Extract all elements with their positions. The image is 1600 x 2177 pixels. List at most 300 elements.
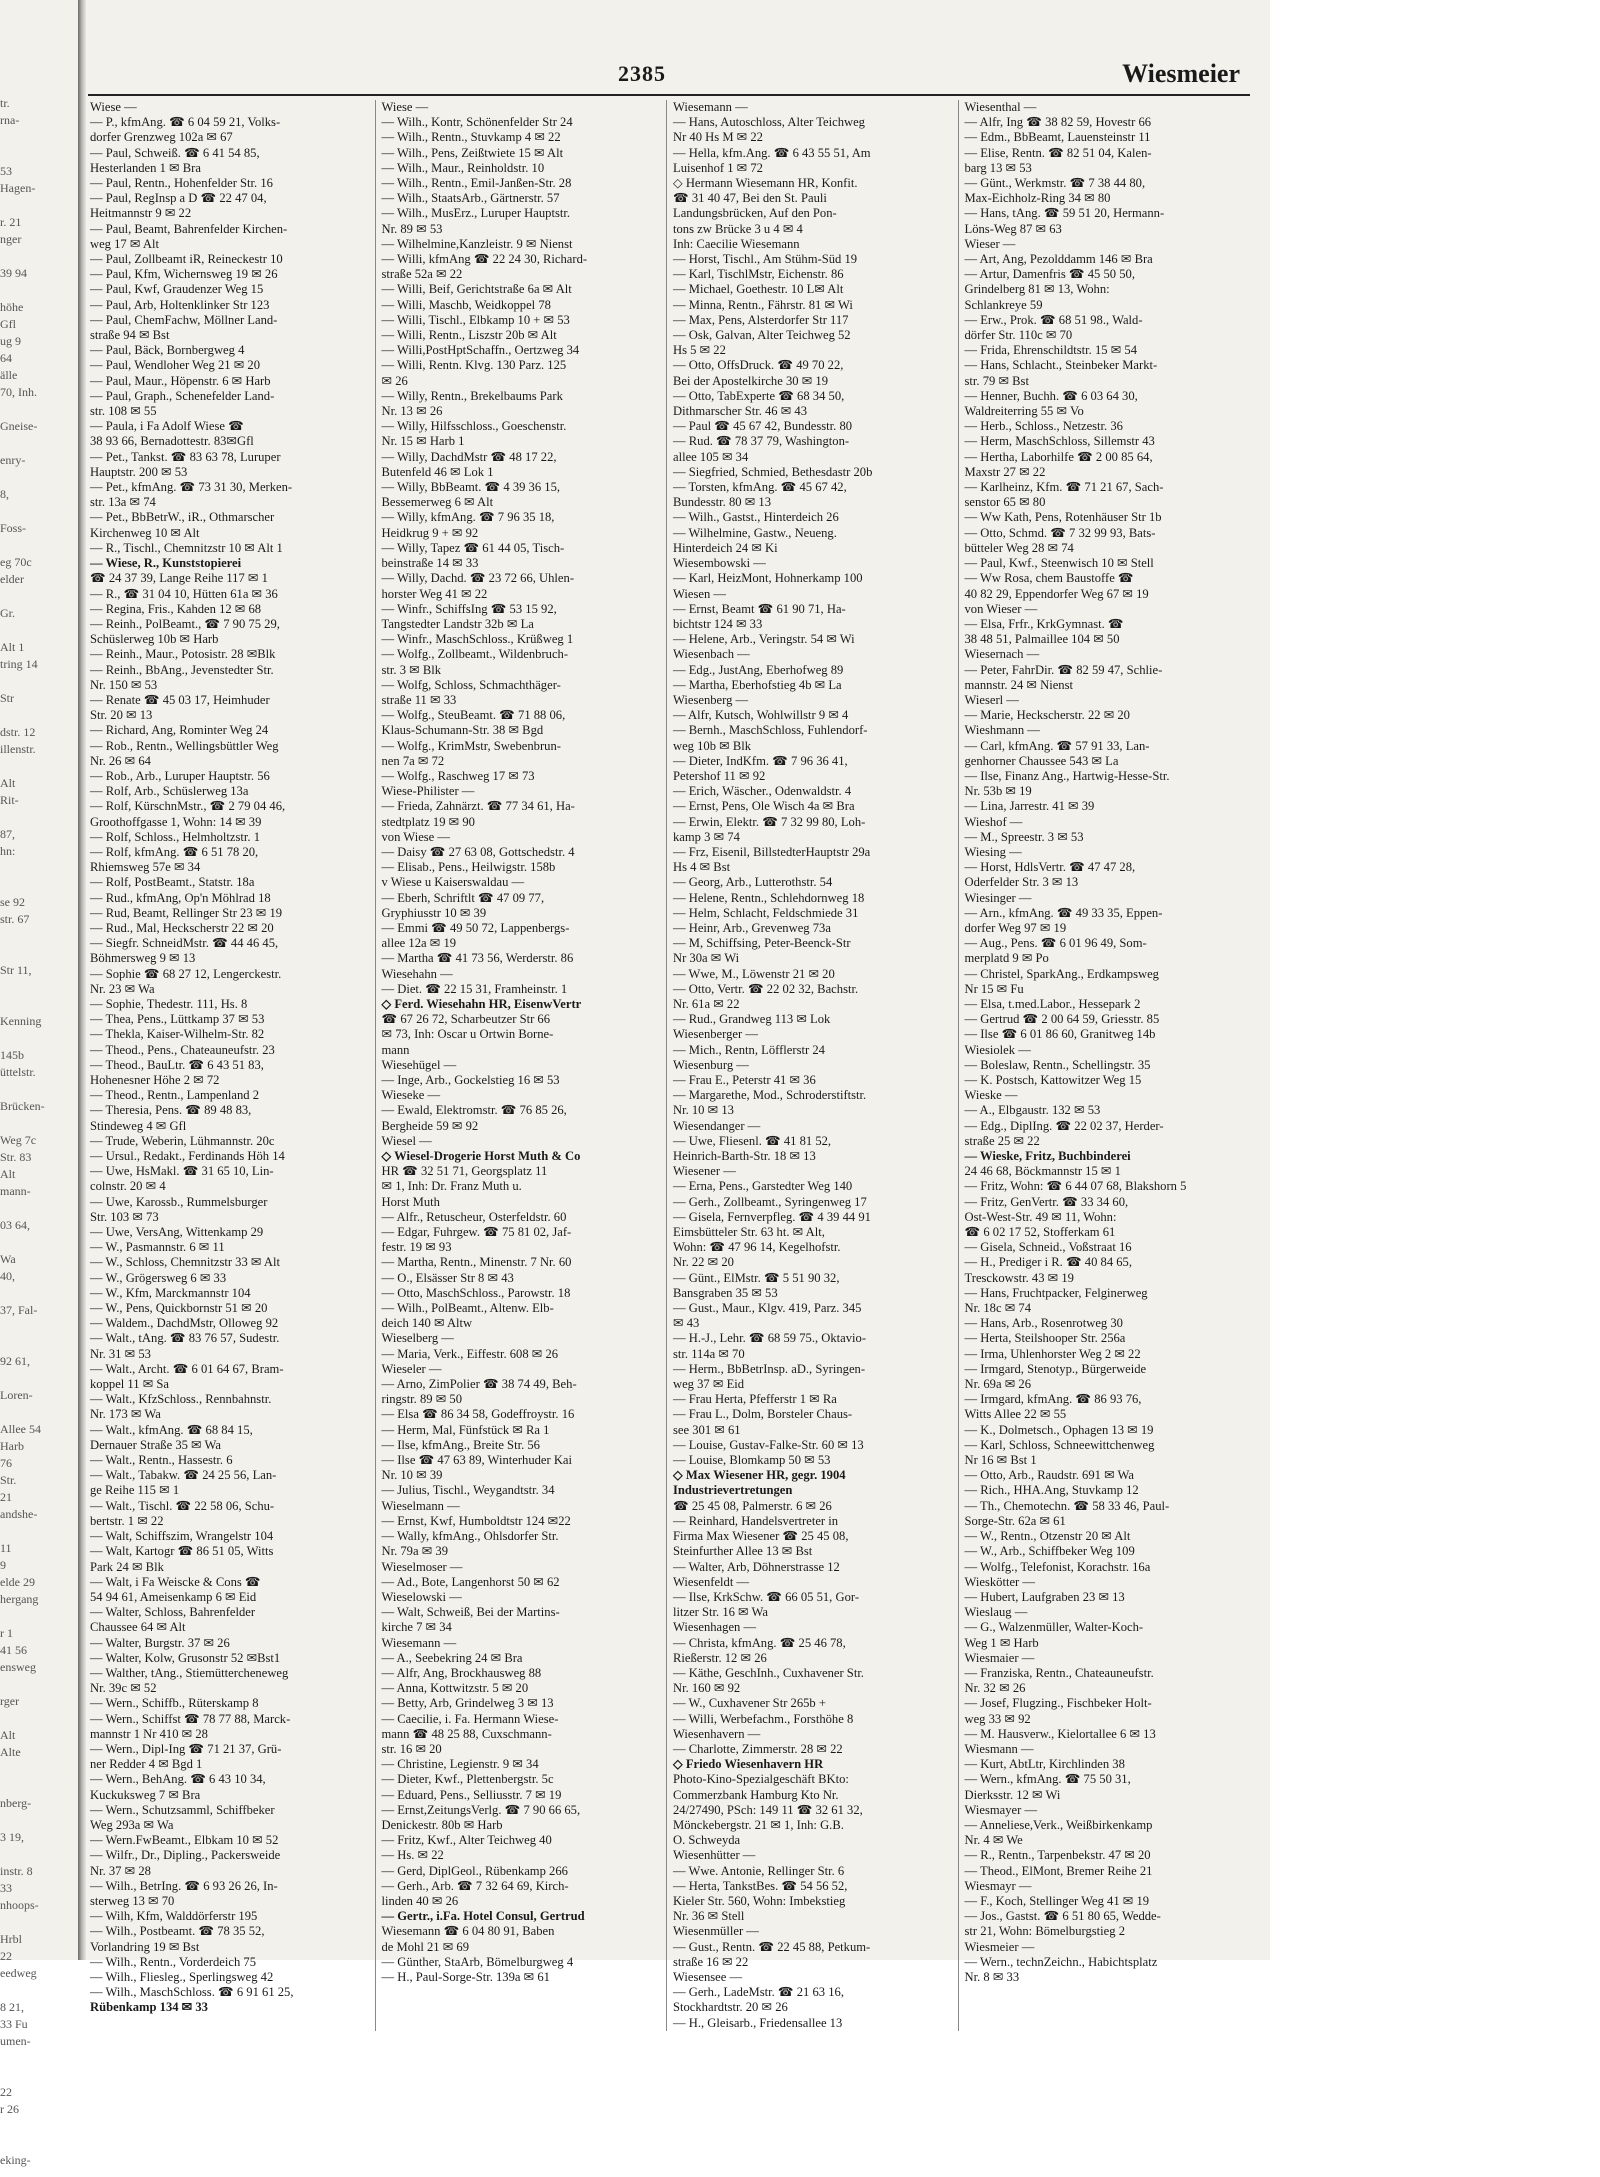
- stub-fragment: [0, 809, 78, 826]
- listing-line: — Wolfg., Zollbeamt., Wildenbruch-: [381, 647, 569, 662]
- listing-line: Kuckuksweg 7 ✉ Bra: [90, 1787, 201, 1802]
- listing-line: — Wern., Schiffb., Rüterskamp 8: [90, 1696, 259, 1711]
- listing-line: Heidkrug 9 + ✉ 92: [381, 525, 479, 540]
- stub-fragment: [0, 2135, 78, 2152]
- listing-line: Nr 30a ✉ Wi: [673, 951, 740, 966]
- listing-line: straße 11 ✉ 33: [381, 692, 457, 707]
- listing-line: bertstr. 1 ✉ 22: [90, 1513, 164, 1528]
- listing-line: Eimsbütteler Str. 63 ht. ✉ Alt,: [673, 1225, 825, 1240]
- stub-fragment: [0, 1336, 78, 1353]
- listing-line: — W., Grögersweg 6 ✉ 33: [90, 1270, 227, 1285]
- stub-fragment: 40,: [0, 1269, 15, 1283]
- listing-line: — Wiese, R., Kunststopierei: [90, 556, 242, 571]
- listing-line: — Paul, ChemFachw, Möllner Land-: [90, 312, 278, 327]
- listing-line: — Gertrud ☎ 2 00 64 59, Griesstr. 85: [964, 1012, 1160, 1027]
- listing-line: Nr. 8 ✉ 33: [964, 1969, 1020, 1984]
- listing-line: — Louise, Blomkamp 50 ✉ 53: [673, 1453, 831, 1468]
- stub-fragment: ensweg: [0, 1660, 36, 1674]
- surname-heading: Wiesenhagen —: [673, 1620, 757, 1635]
- listing-line: ◇ Hermann Wiesemann HR, Konfit.: [673, 176, 858, 191]
- surname-heading: Wieshof —: [964, 814, 1023, 829]
- stub-fragment: Alt: [0, 776, 16, 790]
- listing-line: Witts Allee 22 ✉ 55: [964, 1407, 1067, 1422]
- stub-fragment: [0, 1761, 78, 1778]
- listing-line: — Frau E., Peterstr 41 ✉ 36: [673, 1073, 816, 1087]
- listing-line: — R., Tischl., Chemnitzstr 10 ✉ Alt 1: [90, 540, 283, 555]
- stub-fragment: [0, 2067, 78, 2084]
- stub-fragment: [0, 877, 78, 894]
- listing-line: Grindelberg 81 ✉ 13, Wohn:: [964, 282, 1110, 297]
- stub-fragment: umen-: [0, 2034, 31, 2048]
- listing-line: ☎ 31 40 47, Bei den St. Pauli: [673, 191, 827, 206]
- listing-line: — Christa, kfmAng. ☎ 25 46 78,: [673, 1635, 846, 1650]
- listing-line: stedtplatz 19 ✉ 90: [381, 814, 475, 829]
- listing-line: ✉ 1, Inh: Dr. Franz Muth u.: [381, 1179, 522, 1194]
- listing-line: — Diet. ☎ 22 15 31, Framheinstr. 1: [381, 981, 568, 996]
- listing-line: Nr. 53b ✉ 19: [964, 784, 1032, 799]
- listing-line: — A., Elbgaustr. 132 ✉ 53: [964, 1103, 1101, 1118]
- stub-fragment: [0, 996, 78, 1013]
- listing-line: — Wolfg., KrimMstr, Swebenbrun-: [381, 738, 561, 753]
- listing-line: str. 108 ✉ 55: [90, 404, 157, 419]
- listing-line: barg 13 ✉ 53: [964, 160, 1032, 175]
- listing-line: — Paul, Graph., Schenefelder Land-: [90, 388, 275, 403]
- listing-line: — Eberh, Schriftlt ☎ 47 09 77,: [381, 890, 545, 905]
- surname-heading: Wieselberg —: [381, 1331, 454, 1346]
- listing-line: — Paul, Beamt, Bahrenfelder Kirchen-: [90, 221, 288, 236]
- listing-line: — O., Elsässer Str 8 ✉ 43: [381, 1270, 514, 1285]
- stub-fragment: str. 67: [0, 912, 30, 926]
- listing-line: — M, Schiffsing, Peter-Beenck-Str: [673, 936, 851, 951]
- stub-fragment: Hagen-: [0, 181, 36, 195]
- listing-line: — Willi, Werbefachm., Forsthöhe 8: [673, 1711, 854, 1726]
- listing-line: Inh: Caecilie Wiesemann: [673, 236, 800, 251]
- listing-line: Horst Muth: [381, 1194, 440, 1209]
- stub-fragment: r 1: [0, 1626, 13, 1640]
- listing-line: — Daisy ☎ 27 63 08, Gottschedstr. 4: [381, 844, 575, 859]
- listing-line: — Wilh., Pens, Zeißtwiete 15 ✉ Alt: [381, 145, 564, 160]
- listing-line: Weg 293a ✉ Wa: [90, 1817, 174, 1832]
- stub-fragment: 22: [0, 2085, 12, 2099]
- listing-line: — Edg., DiplIng. ☎ 22 02 37, Herder-: [964, 1118, 1164, 1133]
- stub-fragment: Str: [0, 691, 15, 705]
- stub-fragment: Allee 54: [0, 1422, 41, 1436]
- listing-line: Bergheide 59 ✉ 92: [381, 1118, 479, 1133]
- listing-line: — Martha, Rentn., Minenstr. 7 Nr. 60: [381, 1255, 572, 1270]
- listing-line: Schlankreye 59: [964, 297, 1043, 312]
- surname-heading: Wiese-Philister —: [381, 784, 475, 799]
- listing-line: colnstr. 20 ✉ 4: [90, 1179, 166, 1194]
- listing-line: Photo-Kino-Spezialgeschäft BKto:: [673, 1772, 849, 1787]
- listing-line: — Horst, Tischl., Am Stühm-Süd 19: [673, 252, 858, 267]
- listing-line: — Uwe, VersAng, Wittenkamp 29: [90, 1225, 264, 1240]
- listing-line: weg 10b ✉ Blk: [673, 738, 752, 753]
- stub-fragment: nger: [0, 232, 22, 246]
- surname-heading: Wiese —: [90, 100, 137, 114]
- listing-line: bütteler Weg 28 ✉ 74: [964, 540, 1074, 555]
- listing-line: — Gerh., LadeMstr. ☎ 21 63 16,: [673, 1985, 844, 2000]
- listing-line: — R., ☎ 31 04 10, Hütten 61a ✉ 36: [90, 586, 278, 601]
- column-4: [965, 100, 1251, 2031]
- listing-line: Kirchenweg 10 ✉ Alt: [90, 525, 200, 540]
- listing-line: horster Weg 41 ✉ 22: [381, 586, 488, 601]
- listing-line: — Inge, Arb., Gockelstieg 16 ✉ 53: [381, 1073, 560, 1087]
- listing-line: 38 48 51, Palmaillee 104 ✉ 50: [964, 632, 1120, 647]
- listing-line: — Otto, Vertr. ☎ 22 02 32, Bachstr.: [673, 981, 859, 996]
- stub-fragment: [0, 1982, 78, 1999]
- listing-line: — Torsten, kfmAng. ☎ 45 67 42,: [673, 480, 847, 495]
- listing-line: — Hans, Schlacht., Steinbeker Markt-: [964, 358, 1158, 373]
- surname-heading: Wieske —: [964, 1088, 1018, 1103]
- listing-line: — Alfr, Ang, Brockhausweg 88: [381, 1665, 542, 1680]
- stub-fragment: Str.: [0, 1473, 17, 1487]
- listing-line: — Wilh., Rentn., Vorderdeich 75: [90, 1954, 256, 1969]
- listing-line: ◇ Max Wiesener HR, gegr. 1904: [673, 1468, 846, 1483]
- listing-line: — Fritz, GenVertr. ☎ 33 34 60,: [964, 1194, 1129, 1209]
- stub-fragment: Brücken-: [0, 1099, 45, 1113]
- listing-line: — Paul, Kfm, Wichernsweg 19 ✉ 26: [90, 267, 278, 282]
- listing-line: — Frida, Ehrenschildtstr. 15 ✉ 54: [964, 343, 1138, 358]
- surname-heading: Wiesenberg —: [673, 692, 749, 707]
- listing-line: Nr. 79a ✉ 39: [381, 1544, 449, 1559]
- listing-line: bichtstr 124 ✉ 33: [673, 616, 763, 631]
- listing-line: — Arn., kfmAng. ☎ 49 33 35, Eppen-: [964, 905, 1163, 920]
- listing-line: ☎ 6 02 17 52, Stofferkam 61: [964, 1225, 1116, 1240]
- stub-fragment: enry-: [0, 453, 26, 467]
- listing-line: — Hans, Autoschloss, Alter Teichweg: [673, 115, 865, 130]
- listing-line: — Frau Herta, Pfefferstr 1 ✉ Ra: [673, 1392, 837, 1407]
- listing-line: Str. 103 ✉ 73: [90, 1209, 159, 1224]
- stub-fragment: üttelstr.: [0, 1065, 36, 1079]
- stub-fragment: rger: [0, 1694, 20, 1708]
- stub-fragment: eking-: [0, 2153, 31, 2167]
- listing-line: — Arno, ZimPolier ☎ 38 74 49, Beh-: [381, 1377, 577, 1392]
- surname-heading: Wieseler —: [381, 1361, 442, 1376]
- surname-heading: Wiesinger —: [964, 890, 1032, 905]
- listing-line: Steinfurther Allee 13 ✉ Bst: [673, 1544, 813, 1559]
- listing-line: — Käthe, GeschInh., Cuxhavener Str.: [673, 1665, 864, 1680]
- listing-line: ✉ 43: [673, 1316, 700, 1331]
- surname-heading: Wieshmann —: [964, 723, 1040, 738]
- surname-heading: Wiesembowski —: [673, 556, 766, 571]
- listing-line: — Sophie, Thedestr. 111, Hs. 8: [90, 996, 248, 1011]
- surname-heading: Wieslaug —: [964, 1605, 1028, 1620]
- stub-fragment: [0, 1404, 78, 1421]
- listing-line: Rhiemsweg 57e ✉ 34: [90, 860, 201, 875]
- stub-fragment: rna-: [0, 113, 20, 127]
- surname-heading: Wiesehügel —: [381, 1057, 457, 1072]
- surname-heading: Wiese —: [381, 100, 429, 114]
- listing-line: — Wilh., MaschSchloss. ☎ 6 91 61 25,: [90, 1985, 294, 2000]
- listing-line: — Ursul., Redakt., Ferdinands Höh 14: [90, 1149, 285, 1164]
- stub-fragment: 9: [0, 1558, 6, 1572]
- listing-line: — Jos., Gastst. ☎ 6 51 80 65, Wedde-: [964, 1909, 1161, 1924]
- listing-line: — Walt., tAng. ☎ 83 76 57, Sudestr.: [90, 1331, 280, 1346]
- adjacent-page-stub: [0, 95, 78, 2167]
- listing-line: ☎ 24 37 39, Lange Reihe 117 ✉ 1: [90, 571, 268, 586]
- listing-line: — Paula, i Fa Adolf Wiese ☎: [90, 419, 244, 434]
- listing-line: Bessemerweg 6 ✉ Alt: [381, 495, 494, 510]
- listing-line: mann: [381, 1042, 410, 1057]
- listing-line: — Maria, Verk., Eiffestr. 608 ✉ 26: [381, 1346, 559, 1361]
- listing-line: — Irmgard, Stenotyp., Bürgerweide: [964, 1361, 1147, 1376]
- listing-line: weg 17 ✉ Alt: [90, 236, 159, 251]
- listing-line: — Siegfried, Schmied, Bethesdastr 20b: [673, 464, 873, 479]
- listing-line: Industrievertretungen: [673, 1483, 793, 1498]
- surname-heading: Wieser —: [964, 236, 1016, 251]
- listing-line: — Rich., HHA.Ang, Stuvkamp 12: [964, 1483, 1139, 1498]
- surname-heading: Wiesenburg —: [673, 1057, 749, 1072]
- listing-line: ◇ Ferd. Wiesehahn HR, EisenwVertr: [381, 996, 582, 1011]
- listing-line: — Alfr., Retuscheur, Osterfeldstr. 60: [381, 1209, 567, 1224]
- listing-line: Firma Max Wiesener ☎ 25 45 08,: [673, 1529, 849, 1544]
- listing-line: Nr. 10 ✉ 39: [381, 1468, 443, 1483]
- surname-heading: Wiesendanger —: [673, 1118, 761, 1133]
- listing-line: — Wilhelmine, Gastw., Neueng.: [673, 525, 837, 540]
- listing-line: beinstraße 14 ✉ 33: [381, 556, 479, 571]
- stub-fragment: [0, 2050, 78, 2067]
- listing-line: — Emmi ☎ 49 50 72, Lappenbergs-: [381, 920, 570, 935]
- listing-line: — Paul, Kwf, Graudenzer Weg 15: [90, 282, 264, 297]
- stub-fragment: höhe: [0, 300, 24, 314]
- stub-fragment: 87,: [0, 827, 15, 841]
- stub-fragment: [0, 860, 78, 877]
- listing-line: — Walter, Burgstr. 37 ✉ 26: [90, 1635, 230, 1650]
- surname-heading: Wiesenhütter —: [673, 1848, 756, 1863]
- listing-line: — Erw., Prok. ☎ 68 51 98., Wald-: [964, 312, 1143, 327]
- listing-line: — Helene, Rentn., Schlehdornweg 18: [673, 890, 865, 905]
- listing-line: — W., Pasmannstr. 6 ✉ 11: [90, 1240, 225, 1255]
- listing-line: — Helene, Arb., Veringstr. 54 ✉ Wi: [673, 632, 855, 647]
- listing-line: — Ww Kath, Pens, Rotenhäuser Str 1b: [964, 510, 1162, 525]
- listing-line: — Wilh., StaatsArb., Gärtnerstr. 57: [381, 191, 560, 206]
- stub-fragment: se 92: [0, 895, 25, 909]
- listing-line: — Paul, Maur., Höpenstr. 6 ✉ Harb: [90, 373, 271, 388]
- surname-heading: Wiesmeier —: [964, 1939, 1035, 1954]
- listing-line: Nr. 22 ✉ 20: [673, 1255, 734, 1270]
- header-rule: [88, 94, 1250, 96]
- listing-line: Hs 4 ✉ Bst: [673, 860, 731, 875]
- listing-line: mann ☎ 48 25 88, Cuxschmann-: [381, 1726, 552, 1741]
- listing-line: — Dieter, IndKfm. ☎ 7 96 36 41,: [673, 753, 848, 768]
- stub-fragment: [0, 197, 78, 214]
- listing-line: Vorlandring 19 ✉ Bst: [90, 1939, 200, 1954]
- listing-line: — Rud., Grandweg 113 ✉ Lok: [673, 1012, 831, 1027]
- listing-line: — Wilh., Postbeamt. ☎ 78 35 52,: [90, 1924, 265, 1939]
- listing-line: — Gertr., i.Fa. Hotel Consul, Gertrud: [381, 1909, 585, 1924]
- listing-line: 40 82 29, Eppendorfer Weg 67 ✉ 19: [964, 586, 1149, 601]
- surname-heading: von Wiese —: [381, 829, 451, 844]
- listing-line: — Reinh., BbAng., Jevenstedter Str.: [90, 662, 274, 677]
- listing-line: — Fritz, Kwf., Alter Teichweg 40: [381, 1833, 552, 1848]
- listing-line: — Otto, Schmd. ☎ 7 32 99 93, Bats-: [964, 525, 1156, 540]
- listing-line: — Thea, Pens., Lüttkamp 37 ✉ 53: [90, 1012, 265, 1027]
- listing-line: — Herm, MaschSchloss, Sillemstr 43: [964, 434, 1155, 449]
- listing-line: — Ewald, Elektromstr. ☎ 76 85 26,: [381, 1103, 567, 1118]
- surname-heading: Wiesenfeldt —: [673, 1574, 750, 1589]
- listing-line: Landungsbrücken, Auf den Pon-: [673, 206, 837, 221]
- listing-line: — Willi, Tischl., Elbkamp 10 + ✉ 53: [381, 312, 570, 327]
- listing-line: Nr. 18c ✉ 74: [964, 1301, 1032, 1316]
- listing-line: see 301 ✉ 61: [673, 1422, 741, 1437]
- stub-fragment: [0, 401, 78, 418]
- listing-line: — Theod., ElMont, Bremer Reihe 21: [964, 1863, 1153, 1878]
- stub-fragment: [0, 1812, 78, 1829]
- listing-line: — Hans, Arb., Rosenrotweg 30: [964, 1316, 1123, 1331]
- stub-fragment: 41 56: [0, 1643, 27, 1657]
- listing-line: — Franziska, Rentn., Chateauneufstr.: [964, 1665, 1154, 1680]
- listing-line: — Art, Ang, Pezolddamm 146 ✉ Bra: [964, 252, 1153, 267]
- listing-line: — Otto, TabExperte ☎ 68 34 50,: [673, 388, 845, 403]
- listing-line: — Ilse ☎ 6 01 86 60, Granitweg 14b: [964, 1027, 1156, 1042]
- listing-line: — Gerd, DiplGeol., Rübenkamp 266: [381, 1863, 568, 1878]
- surname-heading: Wiesemann —: [381, 1635, 457, 1650]
- surname-heading: Wiesehahn —: [381, 966, 453, 981]
- listing-line: — Pet., kfmAng. ☎ 73 31 30, Merken-: [90, 480, 293, 495]
- listing-line: — Wolfg., Raschweg 17 ✉ 73: [381, 768, 535, 783]
- listing-line: ◇ Wiesel-Drogerie Horst Muth & Co: [381, 1149, 581, 1164]
- listing-line: — Rud. ☎ 78 37 79, Washington-: [673, 434, 850, 449]
- stub-fragment: 70, Inh.: [0, 385, 37, 399]
- stub-fragment: Gr.: [0, 606, 15, 620]
- listing-line: — Otto, OffsDruck. ☎ 49 70 22,: [673, 358, 844, 373]
- listing-line: Nr. 89 ✉ 53: [381, 221, 443, 236]
- listing-line: nen 7a ✉ 72: [381, 753, 445, 768]
- listing-line: weg 37 ✉ Eid: [673, 1377, 745, 1392]
- stub-fragment: Hrbl: [0, 1932, 22, 1946]
- listing-line: — Otto, MaschSchloss., Parowstr. 18: [381, 1285, 571, 1300]
- listing-line: dorfer Weg 97 ✉ 19: [964, 920, 1067, 935]
- surname-heading: Wiesenberger —: [673, 1027, 758, 1042]
- stub-fragment: [0, 622, 78, 639]
- surname-heading: Wiesmayer —: [964, 1802, 1038, 1817]
- stub-fragment: Rit-: [0, 793, 19, 807]
- listing-line: ringstr. 89 ✉ 50: [381, 1392, 463, 1407]
- listing-line: — Hubert, Laufgraben 23 ✉ 13: [964, 1589, 1125, 1604]
- column-1: [90, 100, 376, 2031]
- surname-heading: Wiesmaier —: [964, 1650, 1035, 1665]
- listing-line: — Elise, Rentn. ☎ 82 51 04, Kalen-: [964, 145, 1152, 160]
- listing-line: de Mohl 21 ✉ 69: [381, 1939, 470, 1954]
- listing-line: Stockhardtstr. 20 ✉ 26: [673, 2000, 788, 2015]
- listing-line: — Winfr., MaschSchloss., Krüßweg 1: [381, 632, 574, 647]
- listing-line: Bundesstr. 80 ✉ 13: [673, 495, 772, 510]
- listing-line: — Willy, Tapez ☎ 61 44 05, Tisch-: [381, 540, 565, 555]
- listing-line: Löns-Weg 87 ✉ 63: [964, 221, 1062, 236]
- listing-line: — Walt., Rentn., Hassestr. 6: [90, 1453, 233, 1468]
- listing-line: — Alfr, Kutsch, Wohlwillstr 9 ✉ 4: [673, 708, 849, 723]
- listing-line: — Paul, Zollbeamt iR, Reineckestr 10: [90, 252, 283, 267]
- listing-line: — Paul, Schweiß. ☎ 6 41 54 85,: [90, 145, 260, 160]
- listing-line: Denickestr. 80b ✉ Harb: [381, 1817, 503, 1832]
- listing-line: — Reinhard, Handelsvertreter in: [673, 1513, 839, 1528]
- surname-heading: Wiesernach —: [964, 647, 1040, 662]
- listing-line: — Karlheinz, Kfm. ☎ 71 21 67, Sach-: [964, 480, 1164, 495]
- stub-fragment: 37, Fal-: [0, 1303, 38, 1317]
- listing-line: — Trude, Weberin, Lühmannstr. 20c: [90, 1133, 275, 1148]
- listing-line: — H., Paul-Sorge-Str. 139a ✉ 61: [381, 1969, 550, 1984]
- listing-line: Nr 15 ✉ Fu: [964, 981, 1024, 996]
- listing-line: — Ww Rosa, chem Baustoffe ☎: [964, 571, 1134, 586]
- surname-heading: Wiesenbach —: [673, 647, 750, 662]
- listing-line: — Wilh., BetrIng. ☎ 6 93 26 26, In-: [90, 1878, 278, 1893]
- listing-line: Klaus-Schumann-Str. 38 ✉ Bgd: [381, 723, 544, 738]
- listing-line: — Günther, StaArb, Bömelburgweg 4: [381, 1954, 574, 1969]
- surname-heading: Wiesenthal —: [964, 100, 1037, 114]
- listing-line: — Wern.FwBeamt., Elbkam 10 ✉ 52: [90, 1833, 279, 1848]
- stub-fragment: Gfl: [0, 317, 16, 331]
- page-header: [90, 55, 1250, 95]
- listing-line: — Sophie ☎ 68 27 12, Lengerckestr.: [90, 966, 282, 981]
- listing-line: — Wilh., Kontr, Schönenfelder Str 24: [381, 115, 573, 130]
- listing-line: — Paul, Arb, Holtenklinker Str 123: [90, 297, 270, 312]
- listing-line: — Martha, Eberhofstieg 4b ✉ La: [673, 677, 842, 692]
- listing-line: — Herta, TankstBes. ☎ 54 56 52,: [673, 1878, 848, 1893]
- stub-fragment: [0, 945, 78, 962]
- listing-line: — Rud., Mal, Heckscherstr 22 ✉ 20: [90, 920, 274, 935]
- listing-line: Ost-West-Str. 49 ✉ 11, Wohn:: [964, 1209, 1117, 1224]
- stub-fragment: Alt: [0, 1728, 16, 1742]
- listing-line: Stindeweg 4 ✉ Gfl: [90, 1118, 187, 1133]
- stub-fragment: [0, 588, 78, 605]
- listing-line: — Carl, kfmAng. ☎ 57 91 33, Lan-: [964, 738, 1150, 753]
- scan-margin: [1270, 1960, 1600, 2177]
- listing-line: — Artur, Damenfris ☎ 45 50 50,: [964, 267, 1135, 282]
- stub-fragment: Weg 7c: [0, 1133, 37, 1147]
- listing-line: — Walt., kfmAng. ☎ 68 84 15,: [90, 1422, 253, 1437]
- listing-line: str. 114a ✉ 70: [673, 1346, 745, 1361]
- listing-line: — Dieter, Kwf., Plettenbergstr. 5c: [381, 1772, 554, 1787]
- stub-fragment: Str. 83: [0, 1150, 32, 1164]
- listing-line: — W., Arb., Schiffbeker Weg 109: [964, 1544, 1135, 1559]
- listing-line: — Walter, Arb, Döhnerstrasse 12: [673, 1559, 840, 1574]
- listing-line: — Theod., Pens., Chateauneufstr. 23: [90, 1042, 275, 1057]
- stub-fragment: [0, 979, 78, 996]
- stub-fragment: [0, 1523, 78, 1540]
- listing-line: — R., Rentn., Tarpenbekstr. 47 ✉ 20: [964, 1848, 1151, 1863]
- listing-line: — Paul, Bäck, Bornbergweg 4: [90, 343, 245, 358]
- listing-line: Wiesemann ☎ 6 04 80 91, Baben: [381, 1924, 555, 1939]
- listing-line: — Herb., Schloss., Netzestr. 36: [964, 419, 1123, 434]
- listing-line: str 21, Wohn: Bömelburgstieg 2: [964, 1924, 1125, 1939]
- listing-line: Nr. 32 ✉ 26: [964, 1681, 1026, 1696]
- stub-fragment: eg 70c: [0, 555, 32, 569]
- stub-fragment: [0, 1030, 78, 1047]
- listing-line: — Willy, Rentn., Brekelbaums Park: [381, 388, 563, 403]
- listing-line: merplatd 9 ✉ Po: [964, 951, 1049, 966]
- surname-heading: Wieselowski —: [381, 1589, 462, 1604]
- listing-line: Park 24 ✉ Blk: [90, 1559, 164, 1574]
- surname-heading: Wieskötter —: [964, 1574, 1035, 1589]
- listing-line: Maxstr 27 ✉ 22: [964, 464, 1046, 479]
- surname-heading: Wiesing —: [964, 844, 1022, 859]
- listing-line: str. 79 ✉ Bst: [964, 373, 1029, 388]
- stub-fragment: instr. 8: [0, 1864, 33, 1878]
- surname-heading: Wiesen —: [673, 586, 727, 601]
- listing-line: — Günt., Werkmstr. ☎ 7 38 44 80,: [964, 176, 1146, 191]
- listing-line: str. 13a ✉ 74: [90, 495, 156, 510]
- listing-line: — Aug., Pens. ☎ 6 01 96 49, Som-: [964, 936, 1147, 951]
- listing-line: — Ernst,ZeitungsVerlg. ☎ 7 90 66 65,: [381, 1802, 581, 1817]
- stub-fragment: 33: [0, 1881, 12, 1895]
- listing-line: — K. Postsch, Kattowitzer Weg 15: [964, 1073, 1142, 1087]
- stub-fragment: 53: [0, 164, 12, 178]
- listing-line: Str. 20 ✉ 13: [90, 708, 153, 723]
- listing-line: — Walt., KfzSchloss., Rennbahnstr.: [90, 1392, 272, 1407]
- stub-fragment: [0, 1846, 78, 1863]
- listing-line: — Theod., BauLtr. ☎ 6 43 51 83,: [90, 1057, 264, 1072]
- book-spine-shadow: [78, 0, 86, 1960]
